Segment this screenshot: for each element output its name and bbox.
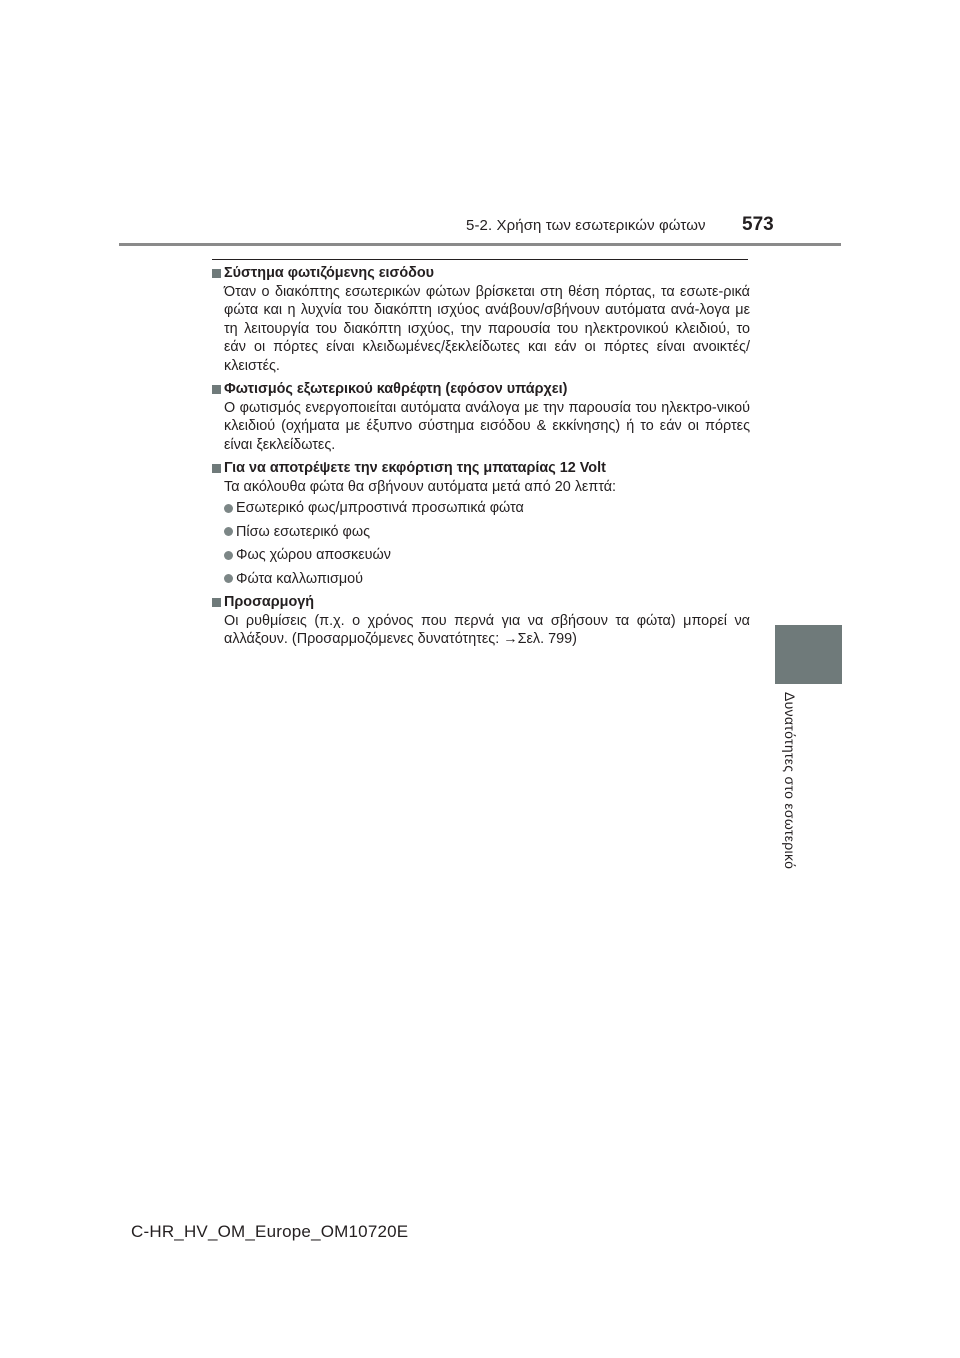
- section-body: Ο φωτισμός ενεργοποιείται αυτόματα ανάλογα με την παρουσία του ηλεκτρο-νικού κλειδιού (οχήματα με έξυπνο σύστημα εισόδου & εκκίνησης) ή το εάν οι πόρτες είναι ξεκλείδωτες.: [224, 399, 750, 453]
- chapter-number: 5: [805, 1266, 812, 1280]
- list-item: [212, 570, 750, 589]
- light-list: [212, 499, 750, 588]
- main-content: [212, 264, 750, 654]
- section-heading: [212, 593, 750, 612]
- list-item: [212, 523, 750, 542]
- chapter-title: Δυνατότητες στο εσωτερικό: [782, 692, 798, 870]
- section-heading-text: Φωτισμός εξωτερικού καθρέφτη (εφόσον υπάρχει): [224, 381, 568, 397]
- running-header-title: 5-2. Χρήση των εσωτερικών φώτων: [466, 217, 706, 234]
- list-item-text: Φως χώρου αποσκευών: [236, 547, 391, 563]
- section-battery-saver: [212, 459, 750, 588]
- circle-bullet-icon: [224, 574, 233, 583]
- circle-bullet-icon: [224, 527, 233, 536]
- list-item-text: Εσωτερικό φως/μπροστινά προσωπικά φώτα: [236, 500, 524, 516]
- page-number: 573: [742, 214, 774, 235]
- circle-bullet-icon: [224, 551, 233, 560]
- section-mirror-lighting: [212, 380, 750, 454]
- section-illuminated-entry: [212, 264, 750, 375]
- list-item: [212, 499, 750, 518]
- content-top-rule: [212, 259, 748, 260]
- section-body: Οι ρυθμίσεις (π.χ. ο χρόνος που περνά για να σβήσουν τα φώτα) μπορεί να αλλάξουν. (Προσαρμοζόμενες δυνατότητες: →Σελ. 799): [224, 612, 750, 647]
- section-body: Τα ακόλουθα φώτα θα σβήνουν αυτόματα μετά από 20 λεπτά:: [224, 478, 617, 495]
- list-item-text: Φώτα καλλωπισμού: [236, 570, 364, 587]
- list-item-text: Πίσω εσωτερικό φως: [236, 523, 371, 540]
- section-heading: [212, 380, 750, 399]
- square-bullet-icon: [212, 385, 221, 394]
- section-heading-text: Σύστημα φωτιζόμενης εισόδου: [224, 265, 435, 281]
- section-heading: [212, 264, 750, 283]
- footer-document-code: C-HR_HV_OM_Europe_OM10720E: [131, 1222, 409, 1241]
- square-bullet-icon: [212, 269, 221, 278]
- list-item: [212, 546, 750, 565]
- section-body: Όταν ο διακόπτης εσωτερικών φώτων βρίσκεται στη θέση πόρτας, τα εσωτε-ρικά φώτα και η λυχνία του διακόπτη ισχύος ανάβουν/σβήνουν αυτόματα ανά-λογα με τη λειτουργία του διακόπτη ισχύος, την παρουσία του ηλεκτρονικού κλειδιού, το εάν οι πόρτες είναι κλειδωμένες/ξεκλείδωτες και εάν οι πόρτες είναι ανοικτές/κλειστές.: [224, 283, 750, 374]
- square-bullet-icon: [212, 598, 221, 607]
- section-customization: [212, 593, 750, 649]
- section-heading-text: Προσαρμογή: [224, 594, 315, 610]
- square-bullet-icon: [212, 464, 221, 473]
- section-heading: [212, 459, 750, 478]
- circle-bullet-icon: [224, 504, 233, 513]
- section-heading-text: Για να αποτρέψετε την εκφόρτιση της μπαταρίας 12 Volt: [224, 460, 606, 476]
- header-rule: [119, 243, 841, 246]
